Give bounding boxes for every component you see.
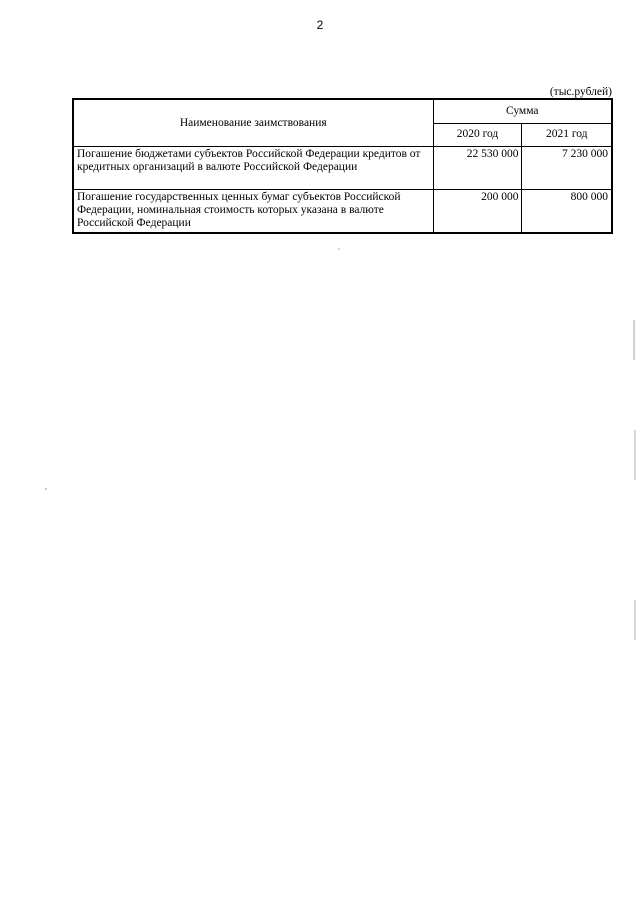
- row-value-2021: 800 000: [522, 190, 612, 234]
- scan-speck: [634, 600, 636, 640]
- row-name: Погашение бюджетами субъектов Российской Федерации кредитов от кредитных организаций в валюте Российской Федерации: [73, 147, 433, 190]
- borrowings-table: [72, 98, 613, 234]
- scan-speck: [633, 320, 635, 360]
- page-number: 2: [316, 18, 324, 32]
- scan-speck: [45, 488, 47, 490]
- header-year-2020: 2020 год: [433, 123, 522, 147]
- scan-speck: [634, 430, 636, 480]
- row-value-2021: 7 230 000: [522, 147, 612, 190]
- table-row: [73, 190, 612, 234]
- header-name: Наименование заимствования: [73, 99, 433, 147]
- header-year-2021: 2021 год: [522, 123, 612, 147]
- scan-speck: [338, 248, 340, 250]
- row-name: Погашение государственных ценных бумаг субъектов Российской Федерации, номинальная стоимость которых указана в валюте Российской Федерации: [73, 190, 433, 234]
- row-value-2020: 22 530 000: [433, 147, 522, 190]
- unit-note: (тыс.рублей): [549, 86, 612, 98]
- header-sum: Сумма: [433, 99, 612, 123]
- table-header-row: [73, 99, 612, 123]
- row-value-2020: 200 000: [433, 190, 522, 234]
- table-row: [73, 147, 612, 190]
